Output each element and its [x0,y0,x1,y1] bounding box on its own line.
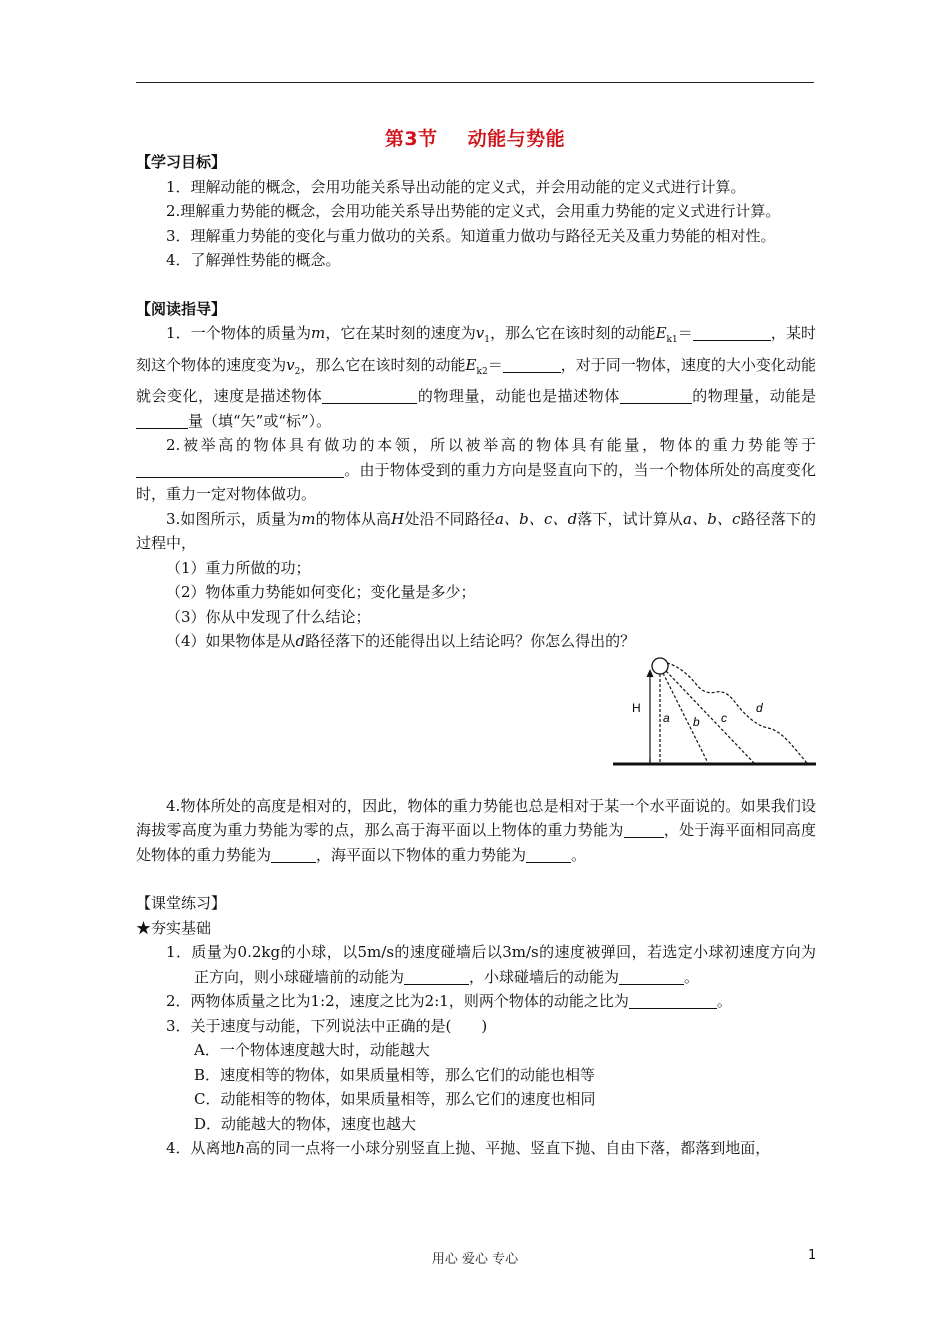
reading-header: 【阅读指导】 [136,299,227,318]
answer-blank[interactable] [271,847,316,863]
reading-q3: 3.如图所示，质量为m的物体从高H处沿不同路径a、b、c、d落下，试计算从a、b、c路径落下的过程中， [136,509,816,552]
reading-q3-sub4: （4）如果物体是从d路径落下的还能得出以上结论吗？你怎么得出的？ [166,632,636,650]
option-a[interactable]: A．一个物体速度越大时，动能越大 [194,1041,430,1059]
goal-item-4: 4．了解弹性势能的概念。 [166,251,341,269]
practice-q2: 2．两物体质量之比为1:2，速度之比为2:1，则两个物体的动能之比为 。 [166,992,732,1010]
footer-motto: 用心 爱心 专心 [431,1252,519,1267]
reading-q3-sub3: （3）你从中发现了什么结论； [166,607,371,626]
practice-header: 【课堂练习】 [136,894,227,912]
practice-subheader: ★夯实基础 [136,918,212,937]
ball-icon [652,658,668,674]
label-b: b [693,714,700,729]
answer-blank[interactable] [629,993,717,1009]
answer-blank[interactable] [624,822,664,838]
answer-blank[interactable] [136,413,188,429]
option-b[interactable]: B．速度相等的物体，如果质量相等，那么它们的动能也相等 [194,1065,596,1084]
option-d[interactable]: D．动能越大的物体，速度也越大 [194,1114,417,1133]
answer-blank[interactable] [503,357,561,373]
header-rule [136,82,814,83]
reading-q3-sub2: （2）物体重力势能如何变化；变化量是多少； [166,583,476,601]
falling-paths-figure [606,654,821,779]
answer-blank[interactable] [136,462,344,478]
path-d [667,663,807,763]
reading-q4: 4.物体所处的高度是相对的，因此，物体的重力势能也总是相对于某一个水平面说的。如果我们设海拔零高度为重力势能为零的点，那么高于海平面以上物体的重力势能为 ，处于海平面相同高度处物体的重力势能为 ，海平面以下物体的重力势能为 。 [136,796,816,864]
practice-q1: 1．质量为0.2kg的小球，以5m/s的速度碰墙后以3m/s的速度被弹回，若选定小球初速度方向为正方向，则小球碰墙前的动能为 ，小球碰墙后的动能为 。 [166,943,816,986]
goal-item-1: 1．理解动能的概念，会用功能关系导出动能的定义式，并会用动能的定义式进行计算。 [166,177,746,196]
label-H: H [632,700,641,715]
reading-q2: 2.被举高的物体具有做功的本领，所以被举高的物体具有能量，物体的重力势能等于。由于物体受到的重力方向是竖直向下的，当一个物体所处的高度变化时，重力一定对物体做功。 [136,436,816,503]
answer-blank[interactable] [404,969,469,985]
path-c [666,671,754,763]
answer-blank[interactable] [620,388,692,404]
answer-blank[interactable] [619,969,684,985]
page-number: 1 [808,1248,817,1263]
answer-blank[interactable] [526,847,571,863]
reading-q1: 1．一个物体的质量为m，它在某时刻的速度为$v_1$，那么它在该时刻的动能$E_{k1}=$ ，某时刻这个物体的速度变为$v_2$，那么它在该时刻的动能$E_{k2}=$ ，对于同一物体，速度的大小变化动能就会变化，速度是描述物体 的物理量，动能也是描述物体 的物理量，动能是量（填“矢”或“标”）。 [136,324,816,430]
label-d: d [756,700,763,715]
answer-blank[interactable] [322,388,417,404]
reading-q3-sub1: （1）重力所做的功； [166,558,311,577]
label-c: c [721,710,727,725]
figure-area [136,654,816,794]
option-c[interactable]: C．动能相等的物体，如果质量相等，那么它们的速度也相同 [194,1090,596,1108]
label-a: a [663,710,670,725]
page-title [0,124,950,151]
goal-item-3: 3．理解重力势能的变化与重力做功的关系。知道重力做功与路径无关及重力势能的相对性。 [166,226,776,245]
practice-q4: 4．从离地h高的同一点将一小球分别竖直上抛、平抛、竖直下抛、自由下落，都落到地面， [166,1139,771,1157]
answer-blank[interactable] [693,325,771,341]
document-body [136,150,816,1161]
goals-header: 【学习目标】 [136,153,227,171]
practice-q3: 3．关于速度与动能，下列说法中正确的是( ) [166,1016,488,1035]
title-topic: 动能与势能 [467,128,566,150]
path-b [663,673,708,763]
goal-item-2: 2.理解重力势能的概念，会用功能关系导出势能的定义式，会用重力势能的定义式进行计算。 [166,202,781,220]
title-section: 第3节 [384,128,438,150]
